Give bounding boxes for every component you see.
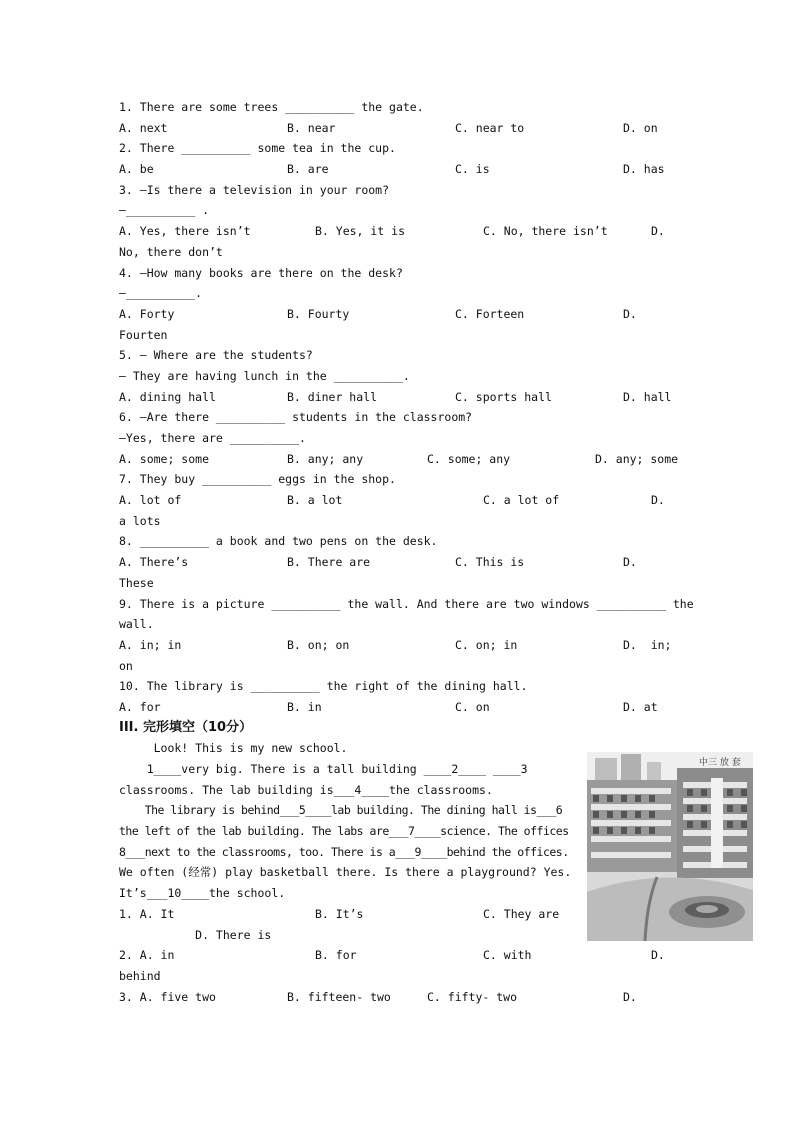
cloze-choice-2 [119, 945, 679, 966]
question-10: 10. The library is __________ the right of the dining hall. [119, 679, 528, 694]
option-c[interactable]: C. sports hall [455, 389, 552, 404]
option-c[interactable]: C. some; any [427, 451, 511, 466]
question-5: 5. — Where are the students? [119, 348, 313, 363]
option-d[interactable]: D. [651, 224, 665, 239]
option-a[interactable]: A. dining hall [119, 389, 216, 404]
option-c[interactable]: C. They are [483, 906, 560, 921]
option-c[interactable]: C. This is [455, 555, 525, 570]
question-6-answer-line: —Yes, there are __________. [119, 431, 306, 445]
option-b[interactable]: B. are [287, 162, 329, 177]
question-8-options [119, 552, 679, 573]
option-a[interactable]: A. next [119, 120, 168, 135]
option-d[interactable]: D. [623, 555, 637, 570]
option-d[interactable]: D. [651, 948, 665, 963]
cloze-choice-2-wrap: behind [119, 968, 161, 983]
option-d[interactable]: D. at [623, 699, 658, 714]
question-4: 4. —How many books are there on the desk? [119, 265, 403, 280]
option-c[interactable]: C. on; in [455, 637, 518, 652]
cloze-passage [119, 738, 571, 904]
question-10-options [119, 697, 679, 718]
option-c[interactable]: C. near to [455, 120, 525, 135]
option-c[interactable]: C. with [483, 948, 532, 963]
question-1-options [119, 118, 679, 139]
option-d[interactable]: D. [623, 306, 637, 321]
question-8-option-wrap: These [119, 575, 154, 590]
option-b[interactable]: B. fifteen- two [287, 989, 391, 1004]
question-3-options [119, 221, 679, 242]
option-a[interactable]: A. be [119, 162, 154, 177]
question-9-options [119, 635, 679, 656]
option-c[interactable]: C. fifty- two [427, 989, 518, 1004]
passage-line: Look! This is my new school. [119, 741, 348, 756]
option-a[interactable]: A. in; in [119, 637, 182, 652]
option-a[interactable]: A. for [119, 699, 161, 714]
option-c[interactable]: C. No, there isn’t [483, 224, 608, 239]
option-b[interactable]: B. for [315, 948, 357, 963]
option-a[interactable]: 3. A. five two [119, 989, 216, 1004]
question-1: 1. There are some trees __________ the gate. [119, 100, 424, 114]
passage-line: 8___next to the classrooms, too. There is a___9____behind the offices. [119, 844, 569, 859]
question-3: 3. —Is there a television in your room? [119, 182, 390, 197]
question-6-options [119, 449, 679, 470]
passage-line: It’s___10____the school. [119, 886, 286, 901]
cloze-choice-3 [119, 987, 679, 1008]
question-5-options [119, 387, 679, 408]
option-b[interactable]: B. It’s [315, 906, 364, 921]
question-2-options [119, 159, 679, 180]
cloze-choice-1-wrap: D. There is [119, 927, 272, 942]
option-b[interactable]: B. in [287, 699, 322, 714]
option-b[interactable]: B. on; on [287, 637, 350, 652]
passage-line: the left of the lab building. The labs are___7____science. The offices [119, 824, 569, 839]
question-6: 6. —Are there __________ students in the classroom? [119, 410, 473, 425]
option-b[interactable]: B. There are [287, 555, 371, 570]
question-9: 9. There is a picture __________ the wall. And there are two windows __________ the [119, 596, 694, 611]
option-b[interactable]: B. diner hall [287, 389, 378, 404]
question-5-answer-line: — They are having lunch in the __________. [119, 368, 410, 383]
option-b[interactable]: B. Yes, it is [315, 224, 406, 239]
option-d[interactable]: D. any; some [595, 451, 679, 466]
question-2: 2. There __________ some tea in the cup. [119, 141, 396, 156]
school-building-photo [587, 752, 753, 941]
passage-line: 1____very big. There is a tall building ____2____ ____3 [119, 762, 528, 776]
option-a[interactable]: 2. A. in [119, 948, 175, 963]
question-4-option-wrap: Fourten [119, 327, 168, 342]
option-b[interactable]: B. any; any [287, 451, 364, 466]
option-a[interactable]: A. Yes, there isn’t [119, 224, 251, 239]
building-sign: 中三 放 套 [699, 758, 741, 768]
question-4-options [119, 304, 679, 325]
question-7: 7. They buy __________ eggs in the shop. [119, 472, 396, 487]
option-c[interactable]: C. is [455, 162, 490, 177]
question-9-option-wrap: on [119, 658, 133, 673]
option-a[interactable]: 1. A. It [119, 906, 175, 921]
option-c[interactable]: C. a lot of [483, 493, 560, 508]
option-b[interactable]: B. Fourty [287, 306, 350, 321]
option-a[interactable]: A. Forty [119, 306, 175, 321]
question-8: 8. __________ a book and two pens on the desk. [119, 534, 438, 549]
option-d[interactable]: D. in; [623, 637, 672, 652]
question-3-answer-line: —__________ . [119, 203, 210, 218]
option-d[interactable]: D. has [623, 162, 665, 177]
option-a[interactable]: A. some; some [119, 451, 210, 466]
option-d[interactable]: D. [651, 493, 665, 508]
option-a[interactable]: A. lot of [119, 493, 182, 508]
question-3-option-wrap: No, there don’t [119, 244, 223, 259]
passage-line: We often (经常) play basketball there. Is there a playground? Yes. [119, 865, 572, 880]
question-7-option-wrap: a lots [119, 513, 161, 528]
question-4-answer-line: —__________. [119, 286, 203, 301]
section-heading: III. 完形填空（10分） [119, 719, 253, 735]
passage-line: classrooms. The lab building is___4____the classrooms. [119, 782, 493, 797]
option-b[interactable]: B. near [287, 120, 336, 135]
question-7-options [119, 490, 679, 511]
question-9-answer-line: wall. [119, 617, 154, 632]
option-d[interactable]: D. hall [623, 389, 672, 404]
option-a[interactable]: A. There’s [119, 555, 189, 570]
option-d[interactable]: D. on [623, 120, 658, 135]
option-c[interactable]: C. on [455, 699, 490, 714]
passage-line: The library is behind___5____lab building. The dining hall is___6 [119, 803, 563, 818]
option-d[interactable]: D. [623, 989, 637, 1004]
option-b[interactable]: B. a lot [287, 493, 343, 508]
option-c[interactable]: C. Forteen [455, 306, 525, 321]
